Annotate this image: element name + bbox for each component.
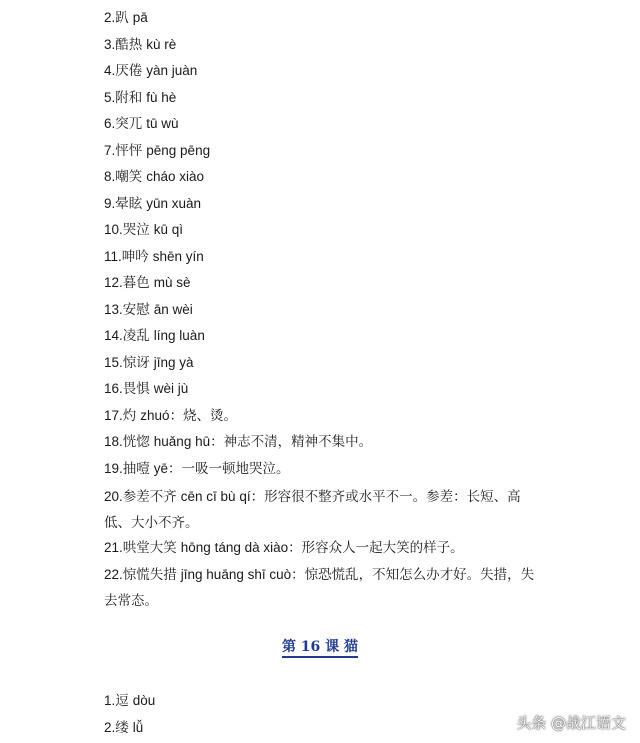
list-item <box>104 195 201 213</box>
item-pinyin: shēn yín <box>152 249 204 264</box>
item-pinyin: lǚ <box>132 720 144 735</box>
item-word: 参差不齐 <box>122 489 177 505</box>
item-note: ：惊恐慌乱，不知怎么办才好。失措，失去常态。 <box>104 567 535 609</box>
item-number: 16. <box>104 381 123 396</box>
item-word: 哄堂大笑 <box>122 540 177 556</box>
item-number: 14. <box>104 328 123 343</box>
item-pinyin: líng luàn <box>153 328 205 343</box>
item-pinyin: cháo xiào <box>146 169 205 184</box>
item-word: 趴 <box>115 10 129 26</box>
list-item <box>104 248 204 266</box>
item-number: 11. <box>104 249 122 264</box>
item-note: ：一吸一顿地哭泣。 <box>168 461 290 477</box>
item-word: 暮色 <box>122 275 150 291</box>
item-pinyin: pēng pēng <box>146 143 211 158</box>
item-number: 21. <box>104 540 123 555</box>
list-item <box>104 221 183 239</box>
item-number: 10. <box>104 222 123 237</box>
section-title <box>0 636 640 656</box>
item-number: 2. <box>104 10 116 25</box>
item-pinyin: tū wù <box>146 116 179 131</box>
item-pinyin: fù hè <box>146 90 177 105</box>
item-note: ：神志不清，精神不集中。 <box>210 434 373 450</box>
item-number: 5. <box>104 90 116 105</box>
section-title-text: 第 16 课 猫 <box>282 639 358 658</box>
item-word: 缕 <box>115 720 129 736</box>
item-word: 安慰 <box>122 302 150 318</box>
item-word: 哭泣 <box>122 222 150 238</box>
item-pinyin: wèi jù <box>153 381 189 396</box>
item-pinyin: huǎng hū <box>153 434 211 449</box>
list-item <box>104 433 372 451</box>
item-pinyin: ān wèi <box>153 302 193 317</box>
item-pinyin: yūn xuàn <box>146 196 202 211</box>
item-pinyin: mù sè <box>153 275 191 290</box>
item-number: 20. <box>104 489 123 504</box>
list-item <box>104 274 191 292</box>
item-number: 9. <box>104 196 116 211</box>
item-word: 厌倦 <box>115 63 143 79</box>
item-word: 逗 <box>115 693 129 709</box>
item-word: 凌乱 <box>122 328 150 344</box>
item-pinyin: cēn cī bù qí <box>180 489 251 504</box>
list-item <box>104 562 544 614</box>
item-number: 7. <box>104 143 116 158</box>
item-word: 附和 <box>115 90 143 106</box>
item-number: 1. <box>104 693 116 708</box>
item-number: 6. <box>104 116 116 131</box>
item-number: 22. <box>104 567 123 582</box>
item-word: 惊讶 <box>122 355 150 371</box>
item-word: 突兀 <box>115 116 143 132</box>
item-word: 晕眩 <box>115 196 143 212</box>
item-note: ：形容众人一起大笑的样子。 <box>288 540 464 556</box>
item-pinyin: zhuó <box>140 408 170 423</box>
item-word: 畏惧 <box>122 381 150 397</box>
list-item <box>104 9 148 27</box>
item-pinyin: yàn juàn <box>146 63 198 78</box>
item-number: 13. <box>104 302 123 317</box>
item-pinyin: hōng táng dà xiào <box>180 540 289 555</box>
item-pinyin: dòu <box>132 693 156 708</box>
list-item <box>104 484 544 536</box>
list-item <box>104 142 210 160</box>
item-number: 18. <box>104 434 123 449</box>
list-item <box>104 380 188 398</box>
item-word: 灼 <box>122 408 137 424</box>
item-note: ：形容很不整齐或水平不一。参差：长短、高低、大小不齐。 <box>104 489 521 531</box>
item-pinyin: yē <box>153 461 169 476</box>
item-number: 8. <box>104 169 116 184</box>
list-item <box>104 719 143 737</box>
list-item <box>104 115 179 133</box>
item-word: 酷热 <box>115 37 143 53</box>
item-number: 17. <box>104 408 123 423</box>
list-item <box>104 460 290 478</box>
item-number: 3. <box>104 37 116 52</box>
list-item <box>104 89 176 107</box>
item-pinyin: pā <box>132 10 148 25</box>
list-item <box>104 36 176 54</box>
item-word: 抽噎 <box>122 461 150 477</box>
item-number: 19. <box>104 461 123 476</box>
item-word: 嘲笑 <box>115 169 143 185</box>
list-item <box>104 354 194 372</box>
item-pinyin: kū qì <box>153 222 184 237</box>
list-item <box>104 692 155 710</box>
item-number: 2. <box>104 720 116 735</box>
item-number: 15. <box>104 355 123 370</box>
item-word: 恍惚 <box>122 434 150 450</box>
list-item <box>104 168 204 186</box>
item-word: 呻吟 <box>121 249 149 265</box>
list-item <box>104 539 464 557</box>
item-pinyin: jīng huāng shī cuò <box>180 567 292 582</box>
watermark: 头条 @战江语文 <box>516 714 626 732</box>
list-item <box>104 327 205 345</box>
item-pinyin: kù rè <box>146 37 177 52</box>
item-number: 12. <box>104 275 123 290</box>
list-item <box>104 407 237 425</box>
item-note: ：烧、烫。 <box>169 408 238 424</box>
list-item <box>104 301 193 319</box>
list-item <box>104 62 197 80</box>
item-word: 怦怦 <box>115 143 143 159</box>
item-pinyin: jīng yà <box>153 355 194 370</box>
item-number: 4. <box>104 63 116 78</box>
item-word: 惊慌失措 <box>122 567 177 583</box>
